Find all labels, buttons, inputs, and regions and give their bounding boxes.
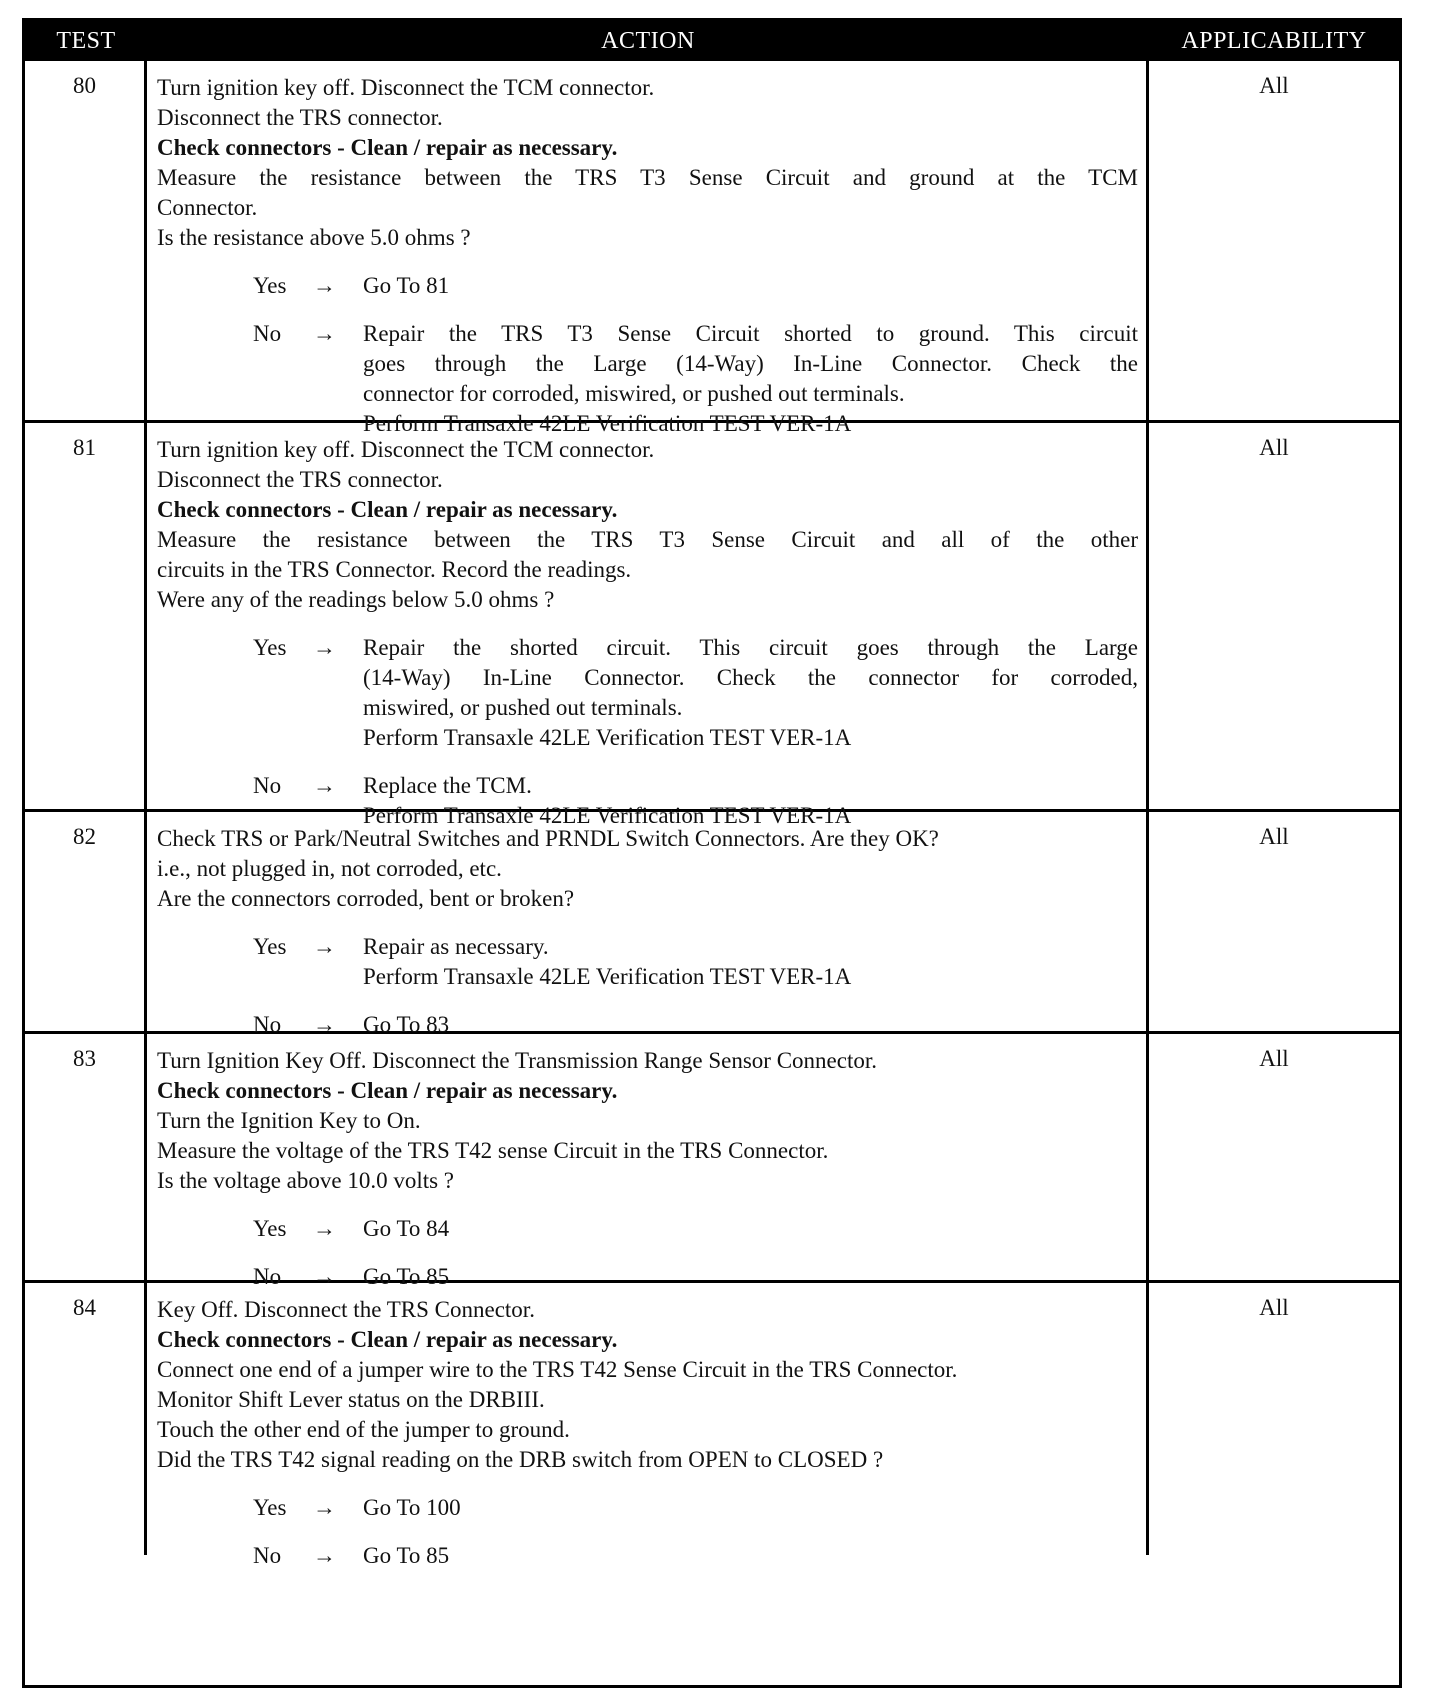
arrow-icon: → [313, 1012, 336, 1037]
table-header [25, 21, 1399, 61]
yes-label: Yes [253, 273, 287, 298]
action-cell [147, 1283, 1149, 1568]
no-result [363, 1541, 1138, 1571]
arrow-icon: → [313, 635, 336, 660]
action-line: Were any of the readings below 5.0 ohms ? [157, 587, 555, 612]
yes-result [363, 1493, 1138, 1523]
no-label: No [253, 1012, 282, 1037]
yes-branch [157, 271, 1138, 301]
result-line: miswired, or pushed out terminals. [363, 695, 683, 720]
result-line: Repair the TRS T3 Sense Circuit shorted to ground. This circuit [363, 321, 1138, 346]
result-line: Perform Transaxle 42LE Verification TEST VER-1A [363, 964, 852, 989]
yes-branch [157, 1493, 1138, 1523]
applicability: All [1259, 73, 1289, 98]
action-cell [147, 423, 1149, 828]
action-cell [147, 812, 1149, 1037]
yes-branch [157, 932, 1138, 992]
result-line: (14-Way) In-Line Connector. Check the connector for corroded, [363, 665, 1138, 690]
no-result [363, 319, 1138, 439]
action-line: Is the resistance above 5.0 ohms ? [157, 225, 471, 250]
table-row [25, 809, 1399, 1037]
yes-label: Yes [253, 1495, 287, 1520]
action-line: Measure the resistance between the TRS T3 Sense Circuit and all of the other [157, 527, 1138, 552]
check-connectors-instruction: Check connectors - Clean / repair as necessary. [157, 135, 618, 160]
arrow-icon: → [313, 773, 336, 798]
test-number: 81 [25, 423, 147, 809]
action-line: Are the connectors corroded, bent or broken? [157, 886, 575, 911]
no-branch [157, 1541, 1138, 1571]
yes-result [363, 271, 1138, 301]
arrow-icon: → [313, 321, 336, 346]
header-applicability: APPLICABILITY [1181, 27, 1367, 54]
yes-result [363, 1214, 1138, 1244]
result-line: Go To 84 [363, 1216, 450, 1241]
header-test: TEST [56, 27, 116, 54]
check-connectors-instruction: Check connectors - Clean / repair as necessary. [157, 497, 618, 522]
result-line: Go To 81 [363, 273, 450, 298]
action-line: Measure the voltage of the TRS T42 sense Circuit in the TRS Connector. [157, 1138, 829, 1163]
result-line: Go To 85 [363, 1264, 450, 1289]
action-line: Disconnect the TRS connector. [157, 467, 443, 492]
action-line: Did the TRS T42 signal reading on the DRB switch from OPEN to CLOSED ? [157, 1447, 884, 1472]
no-branch [157, 319, 1138, 439]
test-number: 80 [25, 61, 147, 420]
table-body [25, 61, 1399, 1568]
yes-label: Yes [253, 1216, 287, 1241]
result-line: Perform Transaxle 42LE Verification TEST VER-1A [363, 725, 852, 750]
no-label: No [253, 1264, 282, 1289]
result-line: Go To 100 [363, 1495, 461, 1520]
result-line: Go To 83 [363, 1012, 450, 1037]
action-line: Is the voltage above 10.0 volts ? [157, 1168, 455, 1193]
result-line: connector for corroded, miswired, or pushed out terminals. [363, 381, 905, 406]
test-number: 83 [25, 1034, 147, 1280]
header-action: ACTION [601, 27, 695, 54]
action-line: Key Off. Disconnect the TRS Connector. [157, 1297, 535, 1322]
yes-result [363, 633, 1138, 753]
yes-label: Yes [253, 635, 287, 660]
applicability: All [1259, 1046, 1289, 1071]
table-row [25, 61, 1399, 436]
action-line: Turn the Ignition Key to On. [157, 1108, 421, 1133]
result-line: Perform Transaxle 42LE Verification TEST VER-1A [363, 411, 852, 436]
arrow-icon: → [313, 934, 336, 959]
result-line: Replace the TCM. [363, 773, 532, 798]
yes-branch [157, 633, 1138, 753]
result-line: Go To 85 [363, 1543, 450, 1568]
arrow-icon: → [313, 1495, 336, 1520]
yes-label: Yes [253, 934, 287, 959]
arrow-icon: → [313, 1543, 336, 1568]
action-line: Turn Ignition Key Off. Disconnect the Transmission Range Sensor Connector. [157, 1048, 877, 1073]
action-line: circuits in the TRS Connector. Record the readings. [157, 557, 632, 582]
result-line: Perform Transaxle 42LE Verification TEST VER-1A [363, 803, 852, 828]
action-line: Check TRS or Park/Neutral Switches and PRNDL Switch Connectors. Are they OK? [157, 826, 939, 851]
test-table [22, 18, 1402, 1688]
test-number: 82 [25, 812, 147, 1031]
table-row [25, 420, 1399, 828]
test-number: 84 [25, 1283, 147, 1555]
action-line: Monitor Shift Lever status on the DRBIII. [157, 1387, 545, 1412]
table-row [25, 1031, 1399, 1289]
action-line: Measure the resistance between the TRS T3 Sense Circuit and ground at the TCM [157, 165, 1138, 190]
action-line: Disconnect the TRS connector. [157, 105, 443, 130]
applicability: All [1259, 1295, 1289, 1320]
no-label: No [253, 1543, 282, 1568]
result-line: Repair the shorted circuit. This circuit goes through the Large [363, 635, 1138, 660]
action-line: Turn ignition key off. Disconnect the TCM connector. [157, 437, 655, 462]
table-row [25, 1280, 1399, 1568]
yes-result [363, 932, 1138, 992]
action-cell [147, 61, 1149, 436]
result-line: goes through the Large (14-Way) In-Line Connector. Check the [363, 351, 1138, 376]
result-line: Repair as necessary. [363, 934, 549, 959]
arrow-icon: → [313, 1216, 336, 1241]
check-connectors-instruction: Check connectors - Clean / repair as necessary. [157, 1327, 618, 1352]
action-line: Turn ignition key off. Disconnect the TCM connector. [157, 75, 655, 100]
yes-branch [157, 1214, 1138, 1244]
action-line: Connect one end of a jumper wire to the TRS T42 Sense Circuit in the TRS Connector. [157, 1357, 958, 1382]
action-line: Touch the other end of the jumper to ground. [157, 1417, 570, 1442]
applicability: All [1259, 824, 1289, 849]
action-cell [147, 1034, 1149, 1289]
arrow-icon: → [313, 1264, 336, 1289]
arrow-icon: → [313, 273, 336, 298]
applicability: All [1259, 435, 1289, 460]
action-line: i.e., not plugged in, not corroded, etc. [157, 856, 502, 881]
no-label: No [253, 773, 282, 798]
no-label: No [253, 321, 282, 346]
action-line: Connector. [157, 195, 258, 220]
check-connectors-instruction: Check connectors - Clean / repair as necessary. [157, 1078, 618, 1103]
